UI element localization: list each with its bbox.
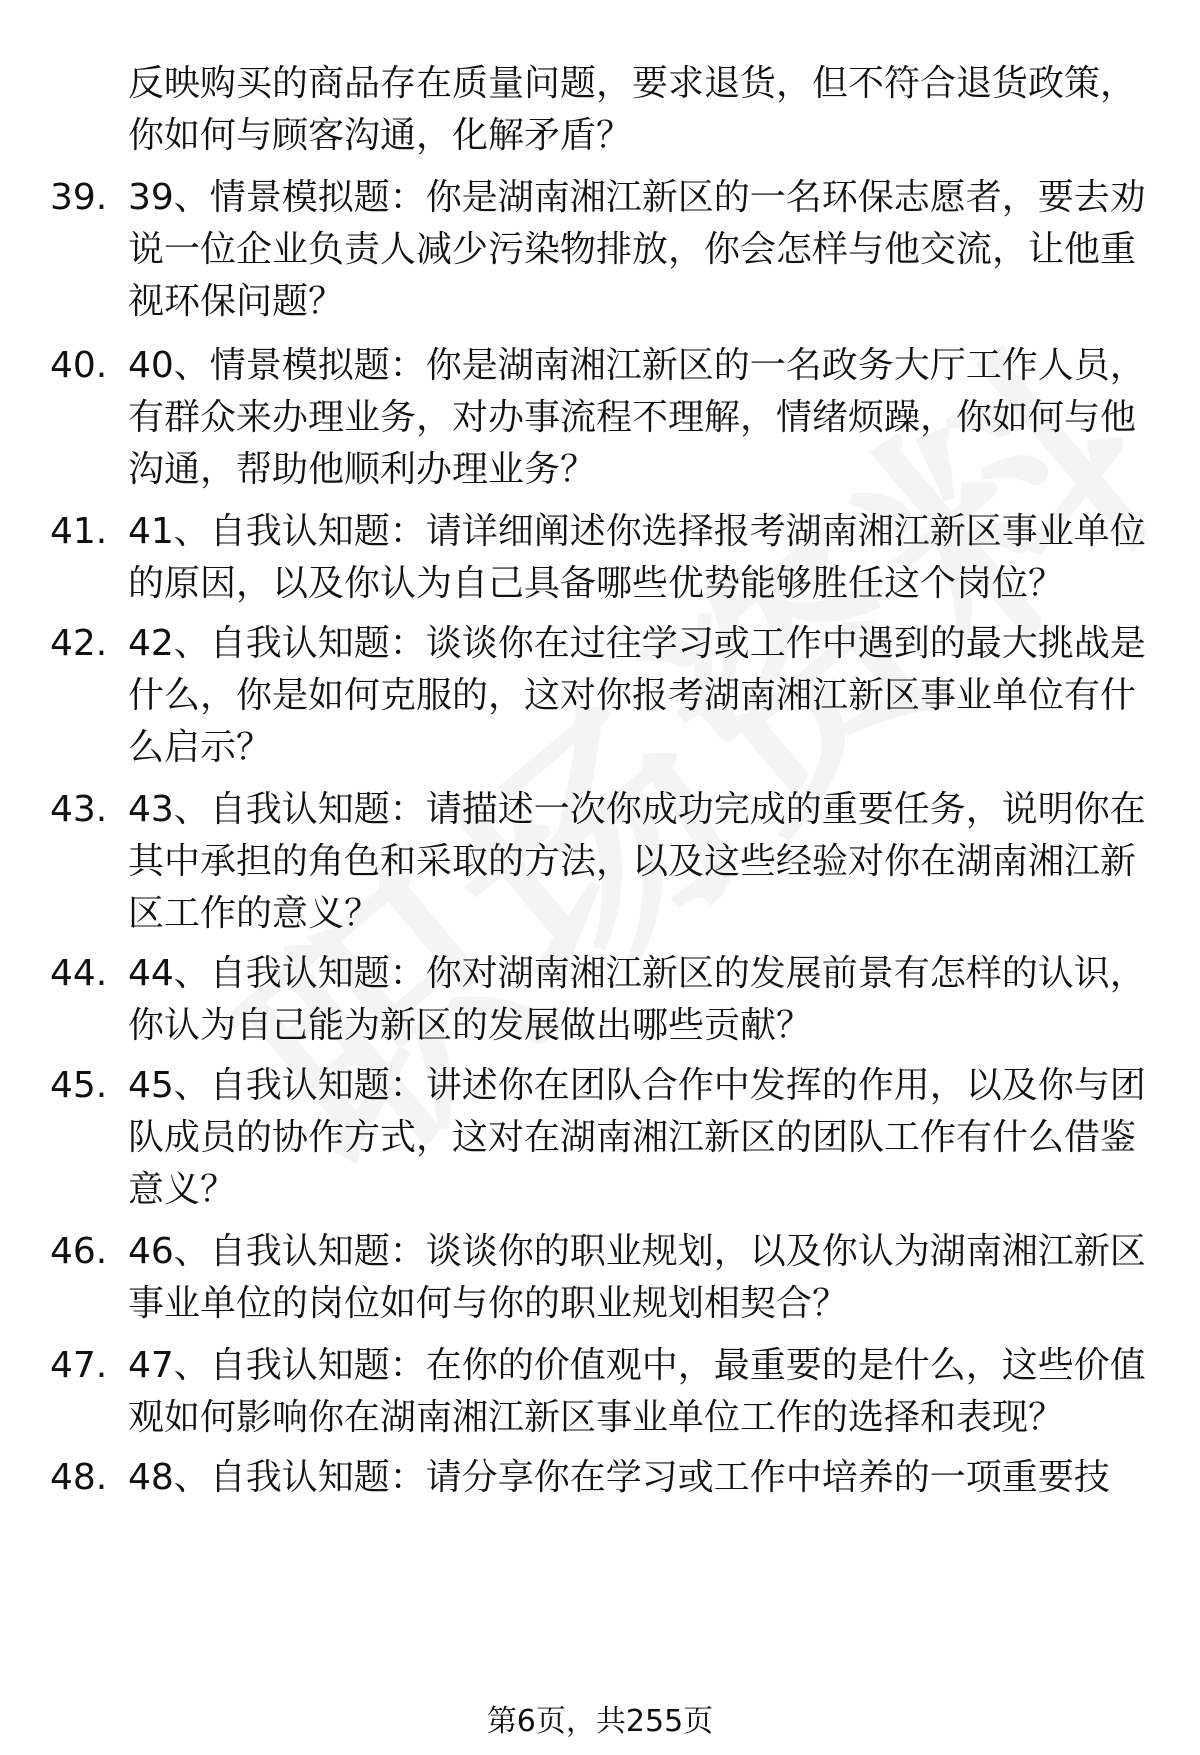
list-item (50, 1340, 1170, 1444)
list-item (50, 506, 1170, 610)
list-item (50, 172, 1170, 328)
item-number: 40. (50, 345, 108, 386)
list-item (50, 784, 1170, 940)
list-item (50, 1226, 1170, 1330)
item-number: 44. (50, 953, 108, 994)
item-number: 45. (50, 1065, 108, 1106)
item-text: 42、自我认知题：谈谈你在过往学习或工作中遇到的最大挑战是什么，你是如何克服的，这对你报考湖南湘江新区事业单位有什么启示？ (128, 623, 1146, 768)
item-number: 47. (50, 1345, 108, 1386)
item-number: 46. (50, 1231, 108, 1272)
list-item (50, 948, 1170, 1052)
item-text: 46、自我认知题：谈谈你的职业规划，以及你认为湖南湘江新区事业单位的岗位如何与你的职业规划相契合？ (128, 1231, 1146, 1324)
item-number: 43. (50, 789, 108, 830)
item-text: 45、自我认知题：讲述你在团队合作中发挥的作用，以及你与团队成员的协作方式，这对在湖南湘江新区的团队工作有什么借鉴意义？ (128, 1065, 1146, 1210)
item-text: 48、自我认知题：请分享你在学习或工作中培养的一项重要技 (128, 1457, 1110, 1498)
item-text: 43、自我认知题：请描述一次你成功完成的重要任务，说明你在其中承担的角色和采取的方法，以及这些经验对你在湖南湘江新区工作的意义？ (128, 789, 1146, 934)
item-number: 48. (50, 1457, 108, 1498)
item-text: 40、情景模拟题：你是湖南湘江新区的一名政务大厅工作人员，有群众来办理业务，对办事流程不理解，情绪烦躁，你如何与他沟通，帮助他顺利办理业务？ (128, 345, 1146, 490)
item-text: 44、自我认知题：你对湖南湘江新区的发展前景有怎样的认识，你认为自己能为新区的发展做出哪些贡献？ (128, 953, 1146, 1046)
item-text: 47、自我认知题：在你的价值观中，最重要的是什么，这些价值观如何影响你在湖南湘江新区事业单位工作的选择和表现？ (128, 1345, 1146, 1438)
list-item (50, 340, 1170, 496)
item-number: 42. (50, 623, 108, 664)
continuation-paragraph: 反映购买的商品存在质量问题，要求退货，但不符合退货政策，你如何与顾客沟通，化解矛盾？ (128, 63, 1137, 156)
list-item (50, 1452, 1170, 1504)
page-footer: 第6页，共255页 (486, 1704, 714, 1739)
item-number: 39. (50, 177, 108, 218)
item-text: 41、自我认知题：请详细阐述你选择报考湖南湘江新区事业单位的原因，以及你认为自己具备哪些优势能够胜任这个岗位？ (128, 511, 1146, 604)
list-item (50, 1060, 1170, 1216)
item-number: 41. (50, 511, 108, 552)
item-text: 39、情景模拟题：你是湖南湘江新区的一名环保志愿者，要去劝说一位企业负责人减少污染物排放，你会怎样与他交流，让他重视环保问题？ (128, 177, 1146, 322)
list-item (50, 618, 1170, 774)
